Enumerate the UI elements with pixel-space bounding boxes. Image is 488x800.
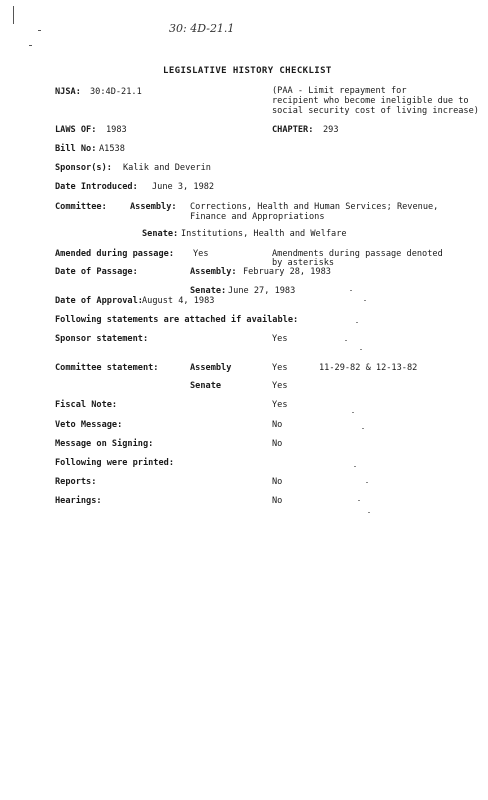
reports-value: No — [272, 477, 283, 487]
scan-speck — [356, 322, 358, 323]
description-line: recipient who become ineligible due to — [272, 96, 469, 106]
committee-statement-senate-value: Yes — [272, 381, 288, 391]
chapter-label: CHAPTER: — [272, 125, 314, 135]
njsa-label: NJSA: — [55, 87, 81, 97]
scan-mark — [38, 30, 41, 31]
scan-speck — [360, 349, 362, 350]
description-line: (PAA - Limit repayment for — [272, 86, 407, 96]
chapter-value: 293 — [323, 125, 339, 135]
sponsors-value: Kalik and Deverin — [123, 163, 211, 173]
passage-assembly-value: February 28, 1983 — [243, 267, 331, 277]
description-line: social security cost of living increase) — [272, 106, 479, 116]
committee-statement-dates: 11-29-82 & 12-13-82 — [319, 363, 418, 373]
sponsor-statement-label: Sponsor statement: — [55, 334, 149, 344]
attached-heading: Following statements are attached if available: — [55, 315, 299, 325]
hearings-label: Hearings: — [55, 496, 102, 506]
scan-speck — [362, 428, 364, 429]
printed-heading: Following were printed: — [55, 458, 174, 468]
committee-statement-assembly-value: Yes — [272, 363, 288, 373]
date-introduced-label: Date Introduced: — [55, 182, 138, 192]
scan-speck — [354, 466, 356, 467]
amended-note: Amendments during passage denoted — [272, 249, 443, 259]
amended-label: Amended during passage: — [55, 249, 174, 259]
committee-assembly-value: Corrections, Health and Human Services; Revenue, — [190, 202, 439, 212]
committee-senate-label: Senate: — [142, 229, 179, 239]
message-on-signing-label: Message on Signing: — [55, 439, 154, 449]
date-of-approval-value: August 4, 1983 — [142, 296, 215, 306]
fiscal-note-value: Yes — [272, 400, 288, 410]
reports-label: Reports: — [55, 477, 97, 487]
committee-statement-label: Committee statement: — [55, 363, 159, 373]
amended-value: Yes — [193, 249, 209, 259]
scan-speck — [368, 512, 370, 513]
committee-statement-assembly-label: Assembly — [190, 363, 232, 373]
scan-mark — [13, 6, 14, 24]
passage-senate-value: June 27, 1983 — [228, 286, 296, 296]
passage-assembly-label: Assembly: — [190, 267, 237, 277]
njsa-value: 30:4D-21.1 — [90, 87, 142, 97]
veto-message-label: Veto Message: — [55, 420, 123, 430]
sponsor-statement-value: Yes — [272, 334, 288, 344]
committee-senate-value: Institutions, Health and Welfare — [181, 229, 347, 239]
sponsors-label: Sponsor(s): — [55, 163, 112, 173]
committee-label: Committee: — [55, 202, 107, 212]
scan-mark — [29, 45, 32, 46]
scan-speck — [352, 412, 354, 413]
amended-note: by asterisks — [272, 258, 335, 268]
laws-of-label: LAWS OF: — [55, 125, 97, 135]
message-on-signing-value: No — [272, 439, 283, 449]
hearings-value: No — [272, 496, 283, 506]
handwritten-reference: 30: 4D-21.1 — [169, 22, 235, 35]
committee-assembly-label: Assembly: — [130, 202, 177, 212]
committee-statement-senate-label: Senate — [190, 381, 222, 391]
page-title: LEGISLATIVE HISTORY CHECKLIST — [163, 66, 332, 76]
scan-speck — [366, 482, 368, 483]
passage-senate-label: Senate: — [190, 286, 227, 296]
bill-no-value: A1538 — [99, 144, 125, 154]
scan-speck — [350, 290, 352, 291]
committee-assembly-value: Finance and Appropriations — [190, 212, 325, 222]
date-introduced-value: June 3, 1982 — [152, 182, 215, 192]
veto-message-value: No — [272, 420, 283, 430]
bill-no-label: Bill No: — [55, 144, 97, 154]
scan-speck — [358, 500, 360, 501]
scan-speck — [345, 340, 347, 341]
date-of-passage-label: Date of Passage: — [55, 267, 138, 277]
laws-of-value: 1983 — [106, 125, 127, 135]
scan-speck — [364, 300, 366, 301]
fiscal-note-label: Fiscal Note: — [55, 400, 118, 410]
date-of-approval-label: Date of Approval: — [55, 296, 143, 306]
